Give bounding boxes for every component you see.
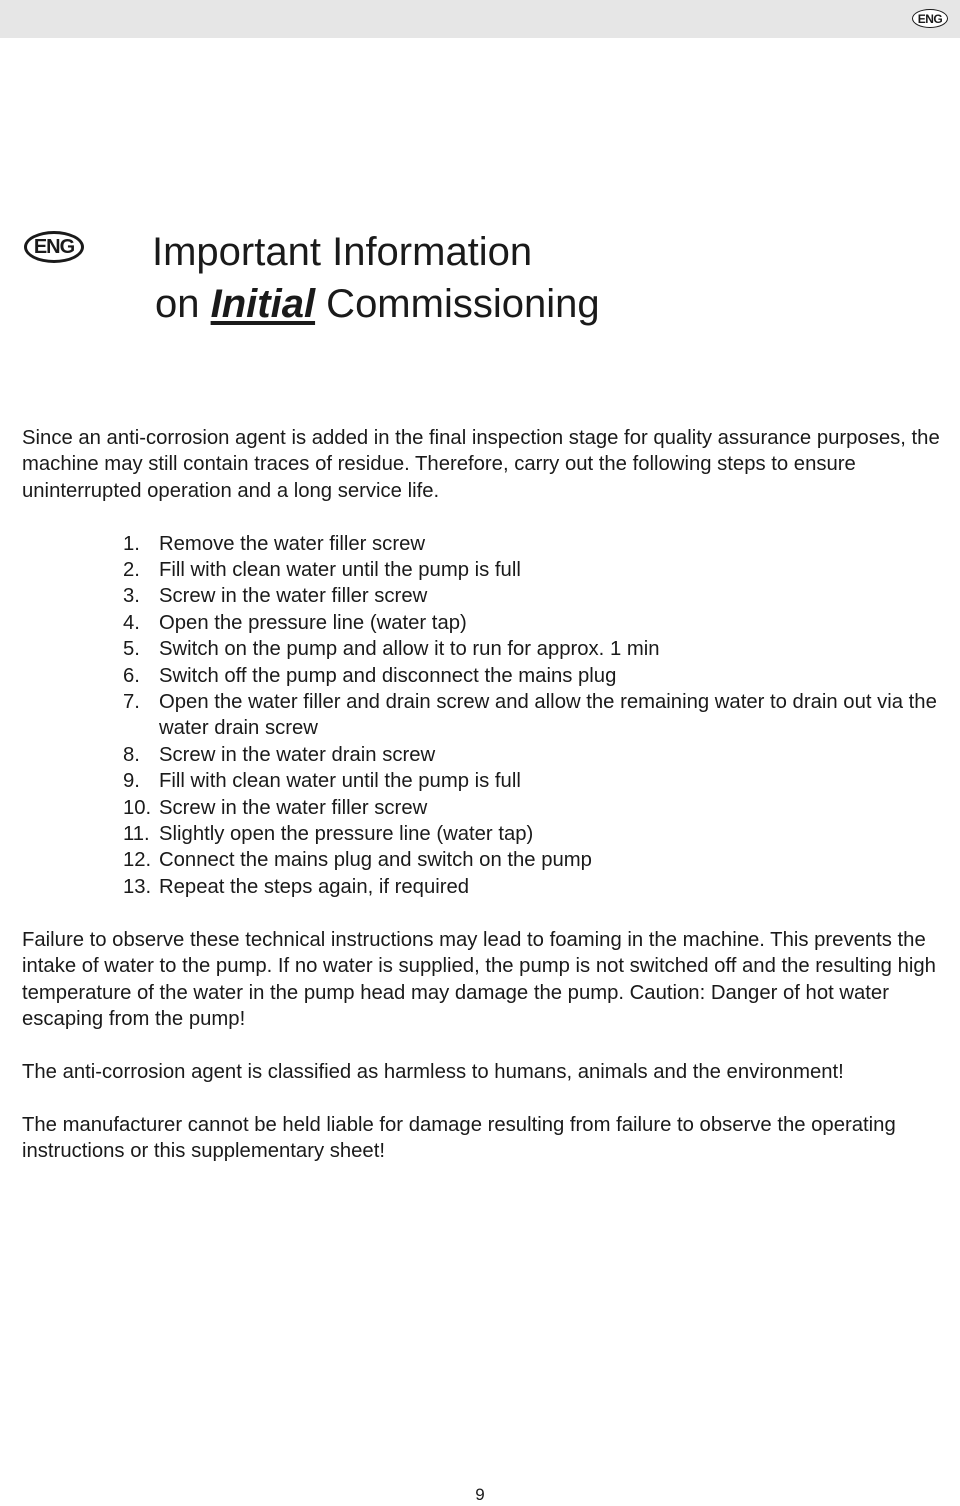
step-item <box>123 636 949 662</box>
page-title <box>152 226 600 330</box>
step-item <box>123 847 949 873</box>
title-emphasis: Initial <box>210 282 316 326</box>
step-number: 3. <box>123 585 140 608</box>
page-number: 9 <box>475 1485 485 1504</box>
step-number: 10. <box>123 796 152 819</box>
step-text: Switch on the pump and allow it to run for approx. 1 min <box>159 638 660 661</box>
step-item <box>123 821 949 847</box>
steps-list <box>22 531 960 901</box>
step-item <box>123 583 949 609</box>
step-item <box>123 610 949 636</box>
step-text: Remove the water filler screw <box>159 532 425 555</box>
step-text: Fill with clean water until the pump is full <box>159 770 521 793</box>
step-item <box>123 768 949 794</box>
step-item <box>123 531 949 557</box>
title-suffix: Commissioning <box>315 282 600 326</box>
step-item <box>123 663 949 689</box>
step-number: 5. <box>123 638 140 661</box>
title-line-1: Important Information <box>152 230 533 274</box>
step-text: Screw in the water filler screw <box>159 796 428 819</box>
title-line-2 <box>152 278 600 330</box>
step-text: Open the water filler and drain screw and allow the remaining water to drain out via the water drain screw <box>159 691 937 740</box>
step-item <box>123 874 949 900</box>
step-item <box>123 795 949 821</box>
step-number: 8. <box>123 743 140 766</box>
step-item <box>123 689 949 742</box>
intro-paragraph: Since an anti-corrosion agent is added in the final inspection stage for quality assurance purposes, the machine may still contain traces of residue. Therefore, carry out the following steps to ensure uninterrupted operation and a long service life. <box>22 427 940 502</box>
step-number: 7. <box>123 691 140 714</box>
step-text: Screw in the water drain screw <box>159 743 436 766</box>
step-text: Connect the mains plug and switch on the pump <box>159 849 592 872</box>
step-number: 9. <box>123 770 140 793</box>
document-body <box>22 425 960 1164</box>
step-text: Fill with clean water until the pump is full <box>159 559 521 582</box>
step-number: 2. <box>123 559 140 582</box>
step-item <box>123 557 949 583</box>
harmless-note: The anti-corrosion agent is classified as harmless to humans, animals and the environment! <box>22 1060 844 1083</box>
step-number: 12. <box>123 849 152 872</box>
step-text: Screw in the water filler screw <box>159 585 428 608</box>
step-item <box>123 742 949 768</box>
step-number: 13. <box>123 875 152 898</box>
step-text: Repeat the steps again, if required <box>159 875 470 898</box>
step-number: 11. <box>123 823 150 846</box>
step-text: Switch off the pump and disconnect the mains plug <box>159 664 617 687</box>
warning-paragraph: Failure to observe these technical instructions may lead to foaming in the machine. This prevents the intake of water to the pump. If no water is supplied, the pump is not switched off and the resulting high temperature of the water in the pump head may damage the pump. Caution: Danger of hot water escaping from the pump! <box>22 928 936 1030</box>
language-badge-icon: ENG <box>912 9 948 28</box>
step-text: Open the pressure line (water tap) <box>159 611 467 634</box>
step-number: 4. <box>123 611 140 634</box>
title-prefix: on <box>155 282 211 326</box>
liability-note: The manufacturer cannot be held liable for damage resulting from failure to observe the operating instructions or this supplementary sheet! <box>22 1113 896 1162</box>
step-number: 1. <box>123 532 140 555</box>
step-number: 6. <box>123 664 140 687</box>
header-bar <box>0 0 960 38</box>
step-text: Slightly open the pressure line (water tap) <box>159 823 534 846</box>
language-badge-large-icon: ENG <box>24 231 84 263</box>
